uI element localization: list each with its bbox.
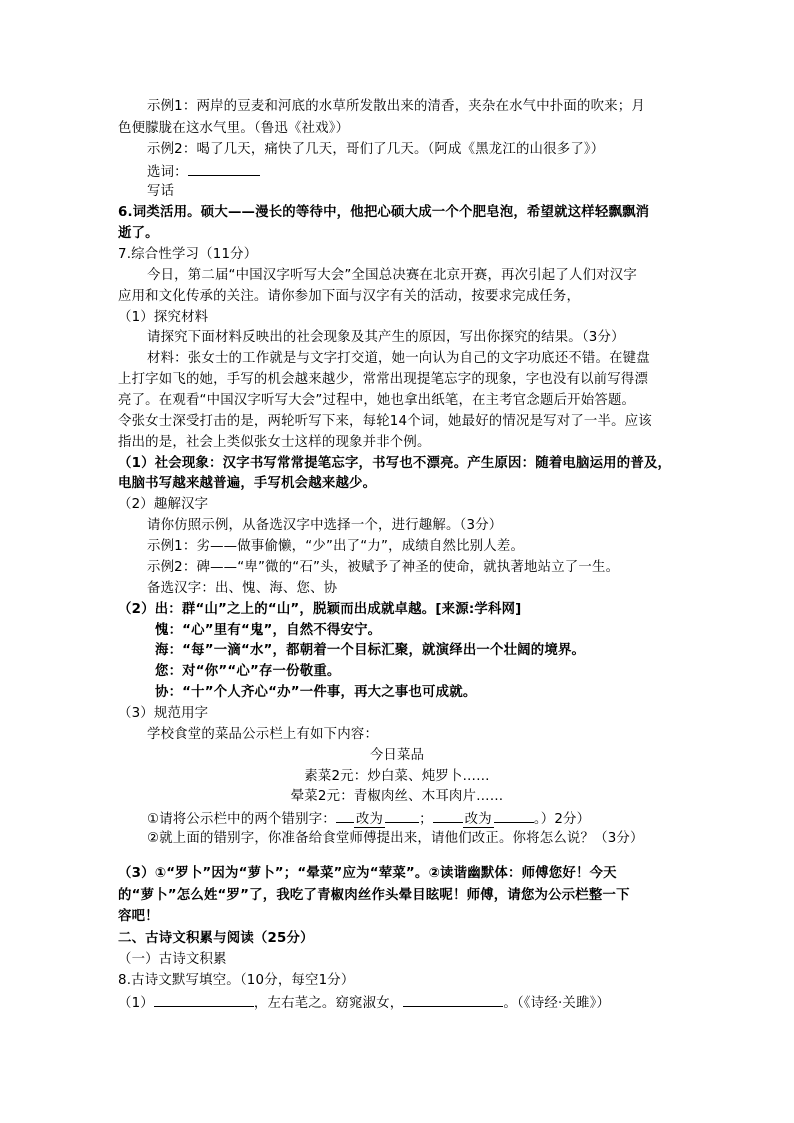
part3-answer-line-1: （3）①“罗卜”因为“萝卜”；“晕菜”应为“荤菜”。②读谐幽默体：师傅您好！今天 <box>118 866 617 881</box>
part3-heading: （3）规范用字 <box>118 706 209 721</box>
q8-item-1-number: （1） <box>118 996 154 1011</box>
example-1-line-2: 色便朦胧在这水气里。（鲁迅《社戏》） <box>118 121 350 136</box>
menu-meat-line: 晕菜2元：青椒肉丝、木耳肉片…… <box>290 789 504 804</box>
correct-char-blank-2[interactable] <box>494 808 534 823</box>
part3-question-1 <box>147 808 590 830</box>
poem-blank-2[interactable] <box>403 992 503 1007</box>
part1-instruction: 请探究下面材料反映出的社会现象及其产生的原因，写出你探究的结果。（3分） <box>147 330 625 345</box>
part2-answer-xie: 协：“十”个人齐心“办”一件事，再大之事也可成就。 <box>155 685 477 700</box>
q8-item-1 <box>118 992 610 1014</box>
material-line-1: 材料：张女士的工作就是与文字打交道，她一向认为自己的文字功底还不错。在键盘 <box>147 351 650 366</box>
wrong-char-blank-1[interactable] <box>336 808 354 823</box>
part2-instruction: 请你仿照示例，从备选汉字中选择一个，进行趣解。（3分） <box>147 518 503 533</box>
candidate-characters: 备选汉字：出、愧、海、您、协 <box>147 581 338 596</box>
part3-question-1-text: ①请将公示栏中的两个错别字： <box>147 812 336 827</box>
section-2-heading: 二、古诗文积累与阅读（25分） <box>118 931 314 946</box>
q6-answer-line-1: 6.词类活用。硕大——漫长的等待中，他把心硕大成一个个肥皂泡，希望就这样轻飘飘消 <box>118 205 650 220</box>
menu-veg-line: 素菜2元：炒白菜、炖罗卜…… <box>304 769 490 784</box>
example-2-line: 示例2：喝了几天，痛快了几天，哥们了几天。（阿成《黑龙江的山很多了》） <box>147 142 605 157</box>
q8-item-1-middle: ，左右芼之。窈窕淑女， <box>253 996 404 1011</box>
part2-answer-nin: 您：对“你”“心”存一份敬重。 <box>155 664 341 679</box>
q6-answer-line-2: 逝了。 <box>118 226 159 241</box>
q7-intro-line-2: 应用和文化传承的关注。请你参加下面与汉字有关的活动，按要求完成任务， <box>118 289 581 304</box>
part3-question-2: ②就上面的错别字，你准备给食堂师傅提出来，请他们改正。你将怎么说？（3分） <box>147 831 644 846</box>
part2-answer-kui: 愧：“心”里有“鬼”，自然不得安宁。 <box>155 623 382 638</box>
example-1-line-1: 示例1：两岸的豆麦和河底的水草所发散出来的清香，夹杂在水气中扑面的吹来；月 <box>147 99 645 114</box>
write-sentence-label: 写话 <box>147 184 175 199</box>
fix-label-2: 改为 <box>464 812 492 827</box>
material-line-4: 令张女士深受打击的是，两轮听写下来，每轮14个词，她最好的情况是写对了一半。应该 <box>118 414 652 429</box>
q7-intro-line-1: 今日，第二届“中国汉字听写大会”全国总决赛在北京开赛，再次引起了人们对汉字 <box>147 268 637 283</box>
word-choice-label: 选词： <box>147 165 188 180</box>
q8-item-1-source: 。（《诗经·关雎》） <box>503 996 611 1011</box>
part1-answer-line-1: （1）社会现象：汉字书写常常提笔忘字，书写也不漂亮。产生原因：随着电脑运用的普及， <box>118 456 672 471</box>
menu-title: 今日菜品 <box>369 748 425 763</box>
poem-blank-1[interactable] <box>154 992 254 1007</box>
part2-example-1: 示例1：劣——做事偷懒，“少”出了“力”，成绩自然比别人差。 <box>147 539 525 554</box>
part3-answer-line-3: 容吧！ <box>118 909 159 924</box>
correct-char-blank-1[interactable] <box>385 808 419 823</box>
fix-label-1: 改为 <box>355 812 384 827</box>
part3-intro: 学校食堂的菜品公示栏上有如下内容： <box>147 727 379 742</box>
wrong-char-blank-2[interactable] <box>433 808 463 823</box>
part3-answer-line-2: 的“萝卜”怎么姓“罗”了，我吃了青椒肉丝作头晕目眩呢！师傅，请您为公示栏整一下 <box>118 888 630 903</box>
part1-answer-line-2: 电脑书写越来越普遍，手写机会越来越少。 <box>118 476 377 491</box>
material-line-3: 亮了。在观看“中国汉字听写大会”过程中，她也拿出纸笔，在主考官念题后开始答题。 <box>118 393 636 408</box>
subsection-heading: （一）古诗文积累 <box>118 952 227 967</box>
separator: ； <box>419 812 433 827</box>
part3-question-1-score: 。）2分） <box>533 812 591 827</box>
word-choice-blank[interactable] <box>188 161 260 176</box>
part2-example-2: 示例2：碑——“卑”微的“石”头，被赋予了神圣的使命，就执著地站立了一生。 <box>147 560 620 575</box>
part2-answer-hai: 海：“每”一滴“水”，都朝着一个目标汇聚，就演绎出一个壮阔的境界。 <box>155 643 586 658</box>
q7-heading: 7.综合性学习（11分） <box>118 247 258 262</box>
word-choice-line <box>147 161 260 183</box>
part2-answer-chu: （2）出：群“山”之上的“山”，脱颖而出成就卓越。[来源:学科网] <box>118 602 522 617</box>
material-line-2: 上打字如飞的她，手写的机会越来越少，常常出现提笔忘字的现象，字也没有以前写得漂 <box>118 372 649 387</box>
q8-heading: 8.古诗文默写填空。（10分，每空1分） <box>118 973 355 988</box>
material-line-5: 指出的是，社会上类似张女士这样的现象并非个例。 <box>118 435 431 450</box>
part2-heading: （2）趣解汉字 <box>118 497 209 512</box>
part1-heading: （1）探究材料 <box>118 310 209 325</box>
